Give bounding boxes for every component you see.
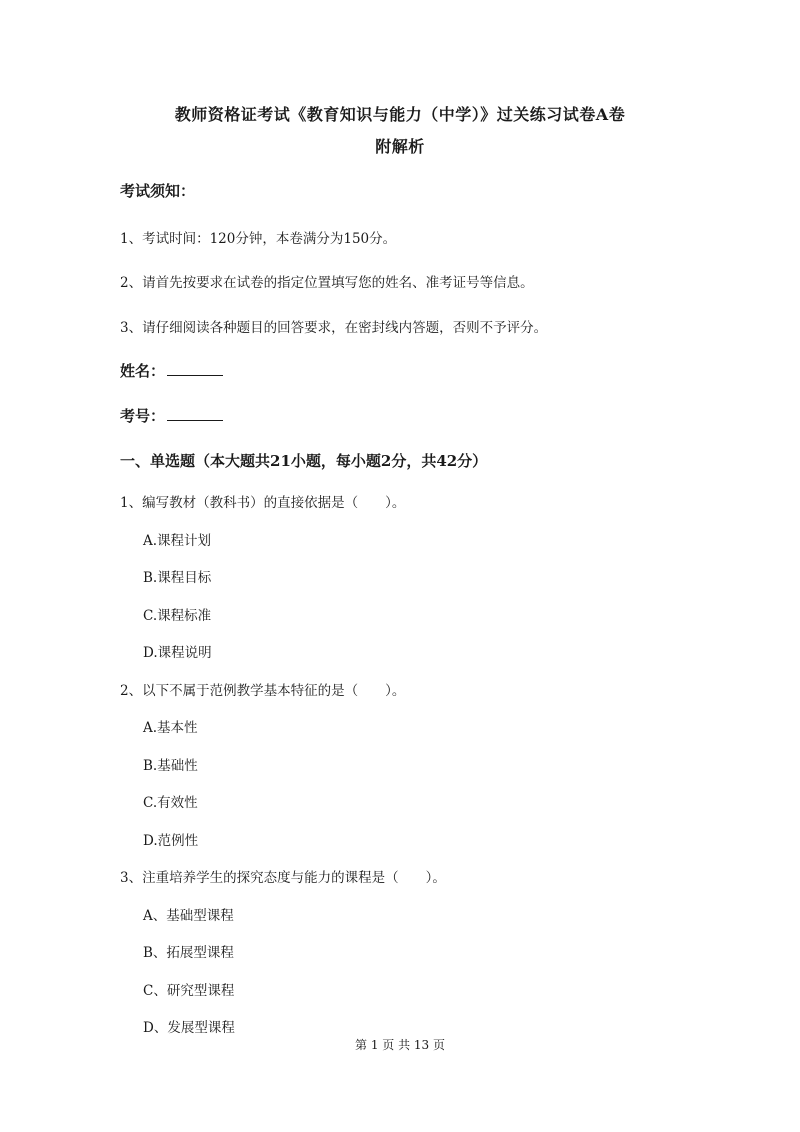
answer-option: A.课程计划: [143, 533, 212, 549]
answer-option: C、研究型课程: [143, 983, 235, 999]
notice-item: 3、请仔细阅读各种题目的回答要求，在密封线内答题，否则不予评分。: [120, 320, 548, 336]
answer-option: B.基础性: [143, 758, 198, 774]
notice-item: 2、请首先按要求在试卷的指定位置填写您的姓名、准考证号等信息。: [120, 275, 534, 291]
answer-option: C.课程标准: [143, 608, 212, 624]
answer-option: C.有效性: [143, 795, 198, 811]
answer-option: D.范例性: [143, 833, 199, 849]
question-stem: 2、以下不属于范例教学基本特征的是（ ）。: [120, 683, 406, 699]
answer-option: A.基本性: [143, 720, 198, 736]
answer-option: B.课程目标: [143, 570, 212, 586]
exam-id-label: 考号：: [120, 407, 166, 425]
answer-option: D、发展型课程: [143, 1020, 235, 1036]
name-label: 姓名：: [120, 362, 166, 380]
name-blank-line[interactable]: [167, 361, 223, 376]
exam-id-field: [120, 405, 223, 426]
exam-id-blank-line[interactable]: [167, 406, 223, 421]
question-stem: 1、编写教材（教科书）的直接依据是（ ）。: [120, 495, 406, 511]
question-stem: 3、注重培养学生的探究态度与能力的课程是（ ）。: [120, 870, 446, 886]
notice-heading: 考试须知：: [120, 182, 196, 200]
answer-option: B、拓展型课程: [143, 945, 234, 961]
section-title: 一、单选题（本大题共21小题，每小题2分，共42分）: [120, 452, 488, 470]
page-number: 第 1 页 共 13 页: [355, 1038, 445, 1052]
notice-item: 1、考试时间：120分钟，本卷满分为150分。: [120, 231, 397, 247]
document-title-line2: 附解析: [375, 137, 425, 156]
name-field: [120, 360, 223, 381]
answer-option: D.课程说明: [143, 645, 212, 661]
answer-option: A、基础型课程: [143, 908, 234, 924]
document-title-line1: 教师资格证考试《教育知识与能力（中学）》过关练习试卷A卷: [174, 105, 626, 124]
